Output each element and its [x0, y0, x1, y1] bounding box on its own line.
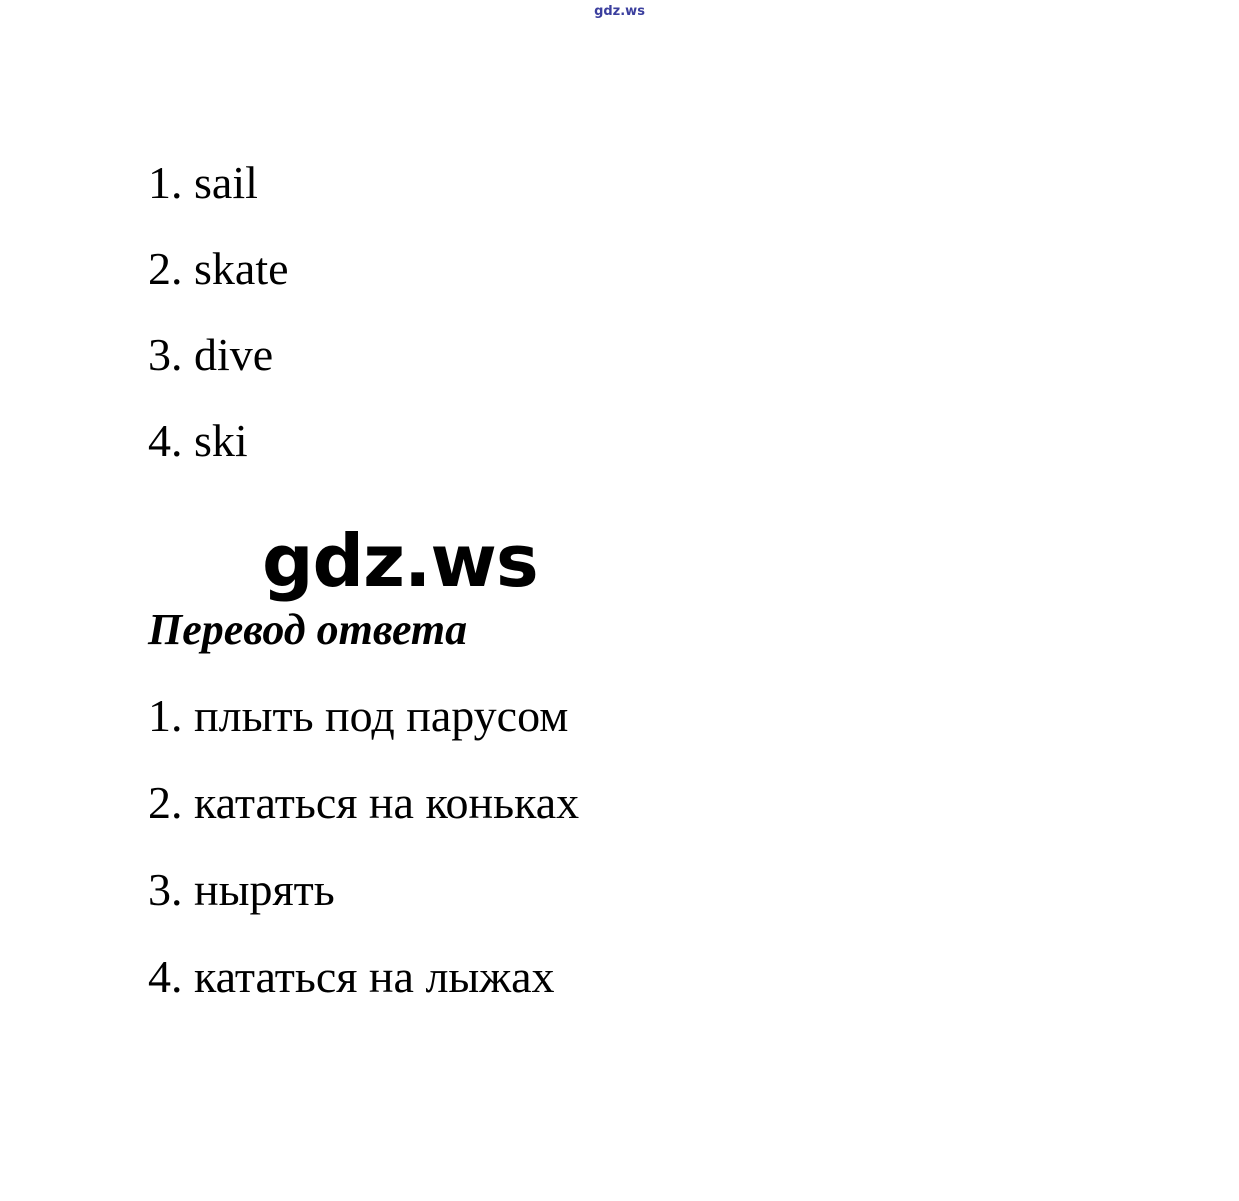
translation-list [148, 690, 1148, 1002]
list-item: 4. кататься на лыжах [148, 951, 555, 1002]
answer-section [148, 157, 1148, 504]
list-item: 2. skate [148, 243, 289, 294]
list-item: 1. sail [148, 157, 258, 208]
center-watermark: gdz.ws [262, 519, 538, 603]
translation-section [148, 690, 1148, 1041]
answer-list [148, 157, 1148, 466]
list-item: 2. кататься на коньках [148, 777, 580, 828]
list-item: 4. ski [148, 415, 248, 466]
top-watermark: gdz.ws [594, 4, 645, 19]
list-item: 3. dive [148, 329, 274, 380]
translation-title: Перевод ответа [148, 605, 468, 654]
list-item: 3. нырять [148, 864, 335, 915]
list-item: 1. плыть под парусом [148, 690, 569, 741]
